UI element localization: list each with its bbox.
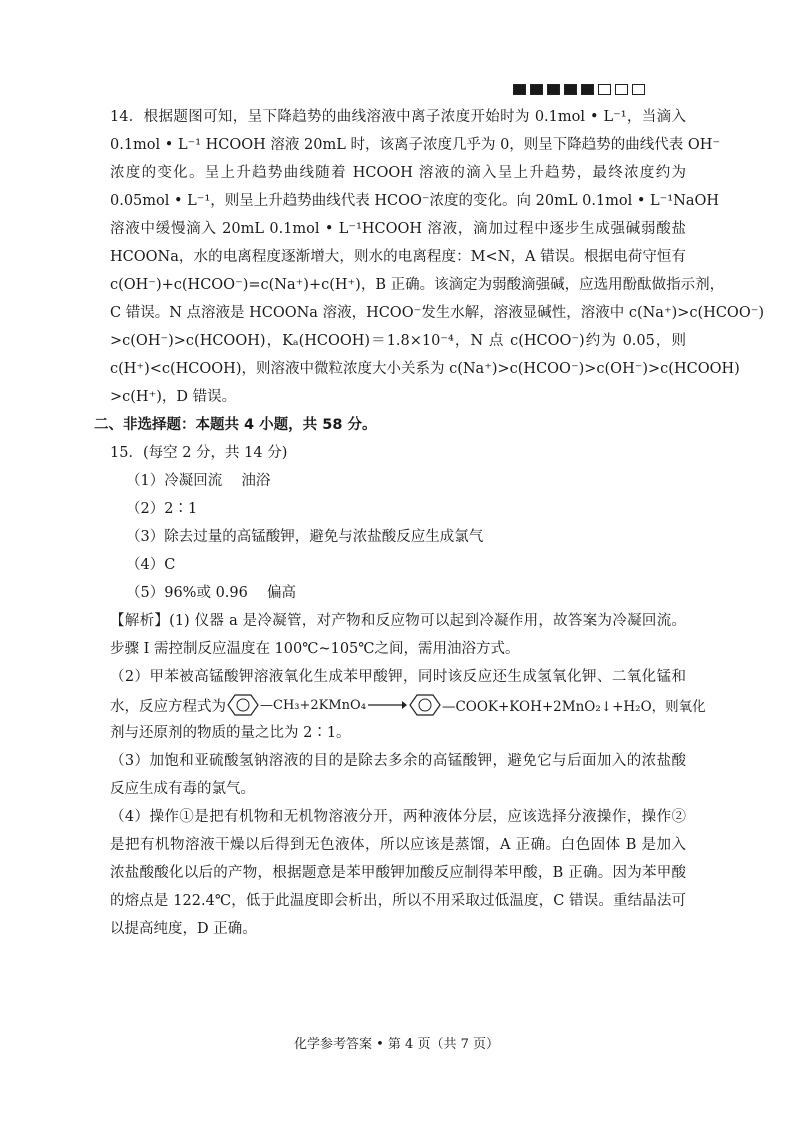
benzene-ring-icon <box>408 693 442 717</box>
q14-line-10: c(H⁺)<c(HCOOH)，则溶液中微粒浓度大小关系为 c(Na⁺)>c(HCOO⁻)>c(OH⁻)>c(HCOOH) <box>110 361 740 377</box>
reaction-arrow-icon <box>366 698 408 712</box>
equation-prefix: 水，反应方程式为 <box>110 698 226 715</box>
progress-square-filled <box>513 84 526 95</box>
q14-line-7: c(OH⁻)+c(HCOO⁻)=c(Na⁺)+c(H⁺)，B 正确。该滴定为弱酸滴强碱，应选用酚酞做指示剂， <box>110 277 725 293</box>
analysis-line-3: （2）甲苯被高锰酸钾溶液氧化生成苯甲酸钾，同时该反应还生成氢氧化钾、二氧化锰和 <box>110 669 686 685</box>
q14-line-4: 0.05mol • L⁻¹，则呈上升趋势曲线代表 HCOO⁻浓度的变化。向 20mL 0.1mol • L⁻¹NaOH <box>110 193 719 209</box>
q15-answer-5: （5）96%或 0.96 偏高 <box>126 585 296 601</box>
analysis-line-6: 反应生成有毒的氯气。 <box>110 781 255 797</box>
analysis-line-11: 以提高纯度，D 正确。 <box>110 921 257 937</box>
reaction-equation <box>110 692 706 718</box>
analysis-line-8: 是把有机物溶液干燥以后得到无色液体，所以应该是蒸馏，A 正确。白色固体 B 是加入 <box>110 837 686 853</box>
analysis-line-9: 浓盐酸酸化以后的产物，根据题意是苯甲酸钾加酸反应制得苯甲酸，B 正确。因为苯甲酸 <box>110 865 686 881</box>
q15-answer-2: （2）2∶1 <box>126 501 198 517</box>
progress-square-filled <box>547 84 560 95</box>
q14-line-11: >c(H⁺)，D 错误。 <box>110 389 237 405</box>
q14-line-6: HCOONa，水的电离程度逐渐增大，则水的电离程度：M<N，A 错误。根据电荷守恒有 <box>110 249 686 265</box>
q15-answer-3: （3）除去过量的高锰酸钾，避免与浓盐酸反应生成氯气 <box>126 529 484 545</box>
analysis-line-5: （3）加饱和亚硫酸氢钠溶液的目的是除去多余的高锰酸钾，避免它与后面加入的浓盐酸 <box>110 753 686 769</box>
q15-answer-4: （4）C <box>126 557 176 573</box>
q15-heading: 15．(每空 2 分，共 14 分) <box>110 445 288 461</box>
progress-square-empty <box>632 84 645 95</box>
equation-products: —COOK+KOH+2MnO₂↓+H₂O，则氧化 <box>441 699 706 715</box>
analysis-line-4: 剂与还原剂的物质的量之比为 2∶1。 <box>110 725 351 741</box>
q14-line-2: 0.1mol • L⁻¹ HCOOH 溶液 20mL 时，该离子浓度几乎为 0，则呈下降趋势的曲线代表 OH⁻ <box>110 137 721 153</box>
section-heading: 二、非选择题：本题共 4 小题，共 58 分。 <box>94 417 377 433</box>
progress-square-filled <box>530 84 543 95</box>
benzene-ring-icon <box>226 693 260 717</box>
q14-line-1: 14．根据题图可知，呈下降趋势的曲线溶液中离子浓度开始时为 0.1mol • L⁻¹，当滴入 <box>110 109 686 125</box>
q14-line-3: 浓度的变化。呈上升趋势曲线随着 HCOOH 溶液的滴入呈上升趋势，最终浓度约为 <box>110 165 686 181</box>
equation-reactants: —CH₃+2KMnO₄ <box>260 697 366 713</box>
progress-square-filled <box>564 84 577 95</box>
q14-line-9: >c(OH⁻)>c(HCOOH)，Kₐ(HCOOH)＝1.8×10⁻⁴，N 点 c(HCOO⁻)约为 0.05，则 <box>110 333 686 349</box>
page-footer: 化学参考答案 • 第 4 页（共 7 页） <box>293 1037 499 1052</box>
analysis-line-7: （4）操作①是把有机物和无机物溶液分开，两种液体分层，应该选择分液操作，操作② <box>110 809 686 825</box>
progress-square-empty <box>598 84 611 95</box>
analysis-line-1: 【解析】(1) 仪器 a 是冷凝管，对产物和反应物可以起到冷凝作用，故答案为冷凝回流。 <box>110 613 686 629</box>
q14-line-5: 溶液中缓慢滴入 20mL 0.1mol • L⁻¹HCOOH 溶液，滴加过程中逐步生成强碱弱酸盐 <box>110 221 686 237</box>
analysis-line-2: 步骤 I 需控制反应温度在 100℃~105℃之间，需用油浴方式。 <box>110 641 520 657</box>
analysis-line-10: 的熔点是 122.4℃，低于此温度即会析出，所以不用采取过低温度，C 错误。重结晶法可 <box>110 893 686 909</box>
progress-square-empty <box>615 84 628 95</box>
progress-square-filled <box>581 84 594 95</box>
progress-indicator <box>513 84 645 95</box>
q15-answer-1: （1）冷凝回流 油浴 <box>126 473 271 489</box>
q14-line-8: C 错误。N 点溶液是 HCOONa 溶液，HCOO⁻发生水解，溶液显碱性，溶液中 c(Na⁺)>c(HCOO⁻) <box>110 305 765 321</box>
